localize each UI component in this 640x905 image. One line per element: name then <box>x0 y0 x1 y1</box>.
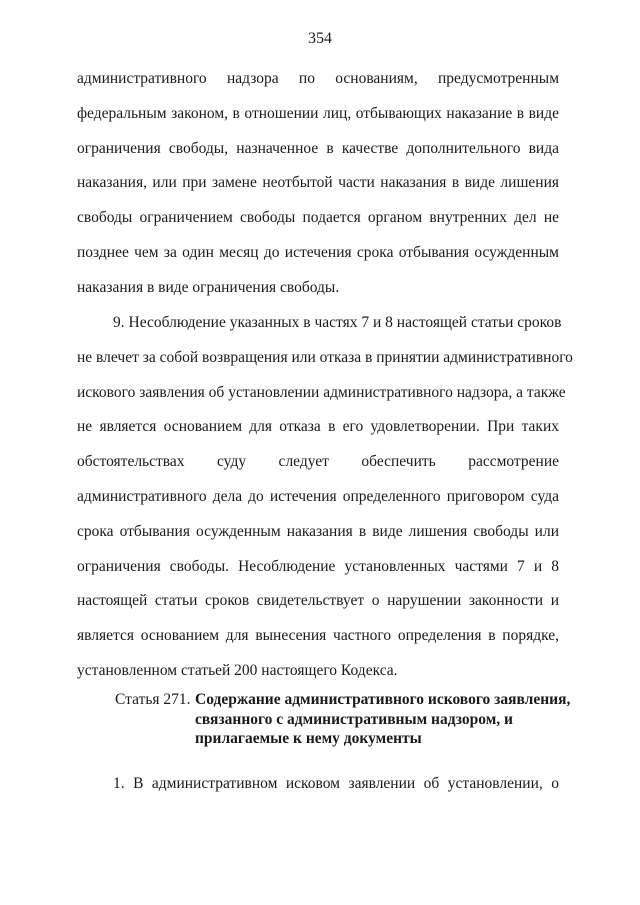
paragraph-part-9 <box>77 306 573 689</box>
text-line: не является основанием для отказа в его удовлетворении. При таких <box>77 418 559 436</box>
text-line: наказания в виде ограничения свободы. <box>77 278 340 296</box>
article-title <box>195 690 571 749</box>
text-line: административного дела до истечения определенного приговором суда <box>77 487 559 505</box>
text-line: искового заявления об установлении административного надзора, а также <box>77 383 566 401</box>
article-title-line: связанного с административным надзором, и <box>195 710 513 728</box>
article-title-line: Содержание административного искового заявления, <box>195 691 571 708</box>
text-line: 1. В административном исковом заявлении об установлении, о <box>113 775 559 792</box>
text-line: ограничения свободы. Несоблюдение установленных частями 7 и 8 <box>77 557 559 575</box>
paragraph-part-1 <box>77 767 559 802</box>
text-line: не влечет за собой возвращения или отказа в принятии административного <box>77 348 573 366</box>
text-line: является основанием для вынесения частного определения в порядке, <box>77 627 559 645</box>
text-line: позднее чем за один месяц до истечения срока отбывания осужденным <box>77 243 559 261</box>
paragraph-continuation <box>77 62 559 306</box>
text-line: свободы ограничением свободы подается органом внутренних дел не <box>77 209 559 227</box>
text-line: 9. Несоблюдение указанных в частях 7 и 8 настоящей статьи сроков <box>113 314 562 331</box>
text-line: наказания, или при замене неотбытой части наказания в виде лишения <box>77 174 559 192</box>
text-line: настоящей статьи сроков свидетельствует о нарушении законности и <box>77 592 559 610</box>
text-line: срока отбывания осужденным наказания в виде лишения свободы или <box>77 522 559 540</box>
article-number: Статья 271. <box>115 691 191 708</box>
article-title-line: прилагаемые к нему документы <box>195 730 422 747</box>
text-line: федеральным законом, в отношении лиц, отбывающих наказание в виде <box>77 104 559 122</box>
text-line: ограничения свободы, назначенное в качестве дополнительного вида <box>77 139 559 157</box>
text-line: установленном статьей 200 настоящего Кодекса. <box>77 661 398 679</box>
page-number: 354 <box>308 30 332 47</box>
text-line: обстоятельствах суду следует обеспечить рассмотрение <box>77 453 559 471</box>
text-line: административного надзора по основаниям, предусмотренным <box>77 70 559 87</box>
